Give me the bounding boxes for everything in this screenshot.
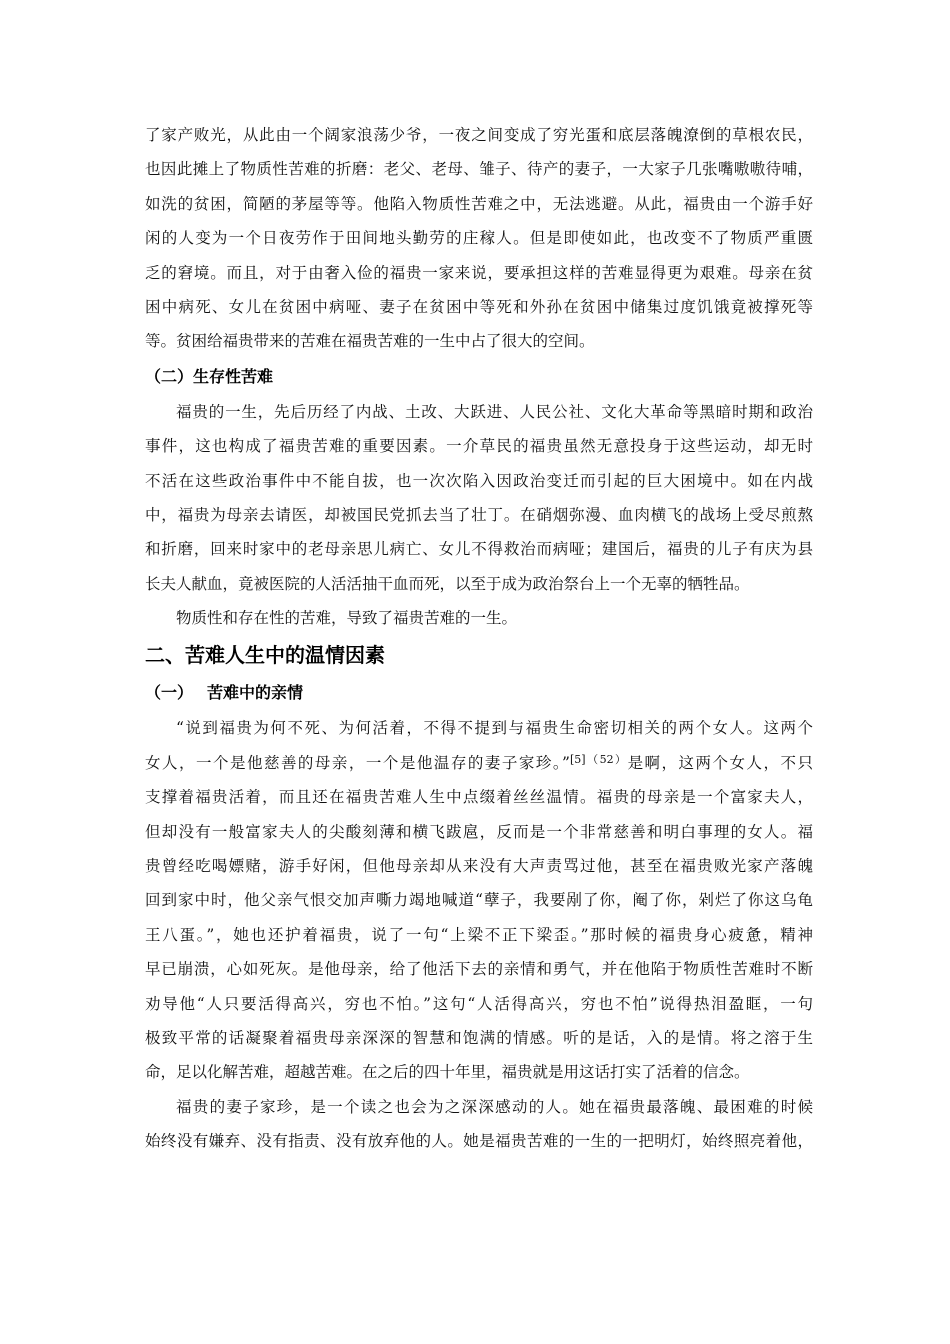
paragraph-line: 早已崩溃，心如死灰。是他母亲，给了他活下去的亲情和勇气，并在他陷于物质性苦难时不断 [145, 960, 813, 979]
chapter-heading-warmth: 二、苦难人生中的温情因素 [145, 643, 385, 668]
paragraph-line: 回到家中时，他父亲气恨交加声嘶力竭地喊道“孽子，我要剐了你，阉了你，剁烂了你这乌龟 [145, 891, 813, 910]
paragraph-survival [145, 395, 813, 601]
paragraph-line: 贵曾经吃喝嫖赌，游手好闲，但他母亲却从来没有大声责骂过他，甚至在福贵败光家产落魄 [145, 857, 813, 876]
paragraph-mother [145, 711, 813, 1089]
paragraph-line: 闲的人变为一个日夜劳作于田间地头勤劳的庄稼人。但是即使如此，也改变不了物质严重匮 [145, 229, 813, 248]
paragraph-line: 如洗的贫困，简陋的茅屋等等。他陷入物质性苦难之中，无法逃避。从此，福贵由一个游手好 [145, 194, 813, 213]
paragraph-line: 福贵的一生，先后历经了内战、土改、大跃进、人民公社、文化大革命等黑暗时期和政治 [176, 402, 813, 421]
paragraph-line: 乏的窘境。而且，对于由奢入俭的福贵一家来说，要承担这样的苦难显得更为艰难。母亲在贫 [145, 263, 813, 282]
paragraph-line: 长夫人献血，竟被医院的人活活抽干血而死，以至于成为政治祭台上一个无辜的牺牲品。 [145, 574, 750, 593]
paragraph-line: 事件，这也构成了福贵苦难的重要因素。一介草民的福贵虽然无意投身于这些运动，却无时 [145, 437, 813, 456]
paragraph-poverty [145, 118, 813, 359]
paragraph-line: 了家产败光，从此由一个阔家浪荡少爷，一夜之间变成了穷光蛋和底层落魄潦倒的草根农民， [145, 126, 813, 144]
paragraph-line: 和折磨，回来时家中的老母亲思儿病亡、女儿不得救治而病哑；建国后，福贵的儿子有庆为县 [145, 540, 813, 559]
paragraph-line: 也因此摊上了物质性苦难的折磨：老父、老母、雏子、待产的妻子，一大家子几张嘴嗷嗷待哺， [145, 160, 813, 179]
paragraph-line: 福贵的妻子家珍，是一个读之也会为之深深感动的人。她在福贵最落魄、最困难的时候 [176, 1097, 813, 1116]
section-heading-family-love [145, 675, 813, 711]
paragraph-line: 极致平常的话凝聚着福贵母亲深深的智慧和饱满的情感。听的是话，入的是情。将之溶于生 [145, 1028, 813, 1047]
paragraph-wife [145, 1090, 813, 1159]
paragraph-line: 始终没有嫌弃、没有指责、没有放弃他的人。她是福贵苦难的一生的一把明灯，始终照亮着他， [145, 1132, 813, 1151]
citation-reference: [5]（52） [570, 752, 628, 766]
line-text: 是啊，这两个女人，不只 [627, 753, 813, 772]
paragraph-line-with-citation [145, 746, 813, 780]
paragraph-line: 支撑着福贵活着，而且还在福贵苦难人生中点缀着丝丝温情。福贵的母亲是一个富家夫人， [145, 788, 813, 807]
paragraph-line: 等。贫困给福贵带来的苦难在福贵苦难的一生中占了很大的空间。 [145, 332, 595, 351]
paragraph-line: 但却没有一般富家夫人的尖酸刻薄和横飞跋扈，反而是一个非常慈善和明白事理的女人。福 [145, 822, 813, 841]
paragraph-line: “说到福贵为何不死、为何活着，不得不提到与福贵生命密切相关的两个女人。这两个 [176, 719, 813, 738]
paragraph-line: 命，足以化解苦难，超越苦难。在之后的四十年里，福贵就是用这话打实了活着的信念。 [145, 1063, 750, 1082]
paragraph-line: 不活在这些政治事件中不能自拔，也一次次陷入因政治变迁而引起的巨大困境中。如在内战 [145, 471, 813, 490]
paragraph-line: 中，福贵为母亲去请医，却被国民党抓去当了壮丁。在硝烟弥漫、血肉横飞的战场上受尽煎熬 [145, 505, 813, 524]
paragraph-summary: 物质性和存在性的苦难，导致了福贵苦难的一生。 [176, 609, 518, 628]
section-number: （一） [145, 683, 194, 703]
paragraph-line: 王八蛋。”，她也还护着福贵，说了一句“上梁不正下梁歪。”那时候的福贵身心疲惫，精神 [145, 925, 813, 944]
paragraph-line: 劝导他“人只要活得高兴，穷也不怕。”这句“人活得高兴，穷也不怕”说得热泪盈眶，一句 [145, 994, 813, 1013]
paragraph-line: 困中病死、女儿在贫困中病哑、妻子在贫困中等死和外孙在贫困中储集过度饥饿竟被撑死等 [145, 297, 813, 316]
section-heading-survival-suffering: （二）生存性苦难 [145, 366, 274, 386]
line-text: 女人，一个是他慈善的母亲，一个是他温存的妻子家珍。” [145, 753, 570, 772]
section-title: 苦难中的亲情 [207, 683, 304, 703]
document-body [145, 118, 813, 1159]
